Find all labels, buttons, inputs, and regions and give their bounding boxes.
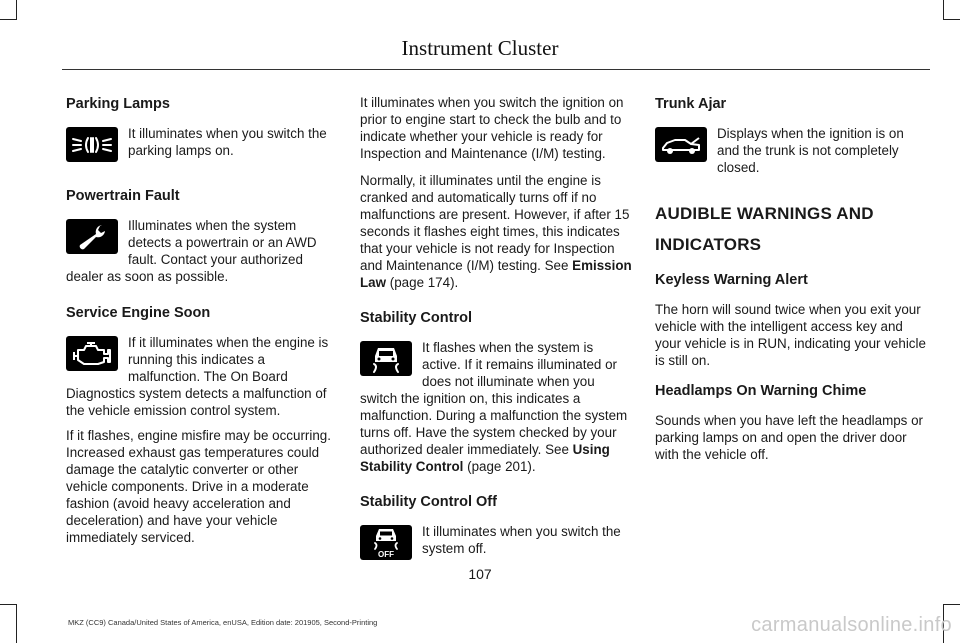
heading-service-engine-soon: Service Engine Soon — [66, 305, 211, 321]
entry-service-engine-soon — [66, 334, 338, 419]
footer-edition-info: MKZ (CC9) Canada/United States of America, enUSA, Edition date: 201905, Second-Printing — [68, 618, 378, 627]
entry-stability-control-off — [360, 523, 632, 566]
crop-mark — [944, 19, 960, 20]
heading-trunk-ajar: Trunk Ajar — [655, 96, 727, 112]
wrench-icon — [66, 219, 118, 254]
column-2 — [360, 94, 632, 574]
service-engine-text-2: If it flashes, engine misfire may be occurring. Increased exhaust gas temperatures could damage the catalytic converter or other vehicle components. Drive in a moderate fashion (avoid heavy acceleration and deceleration) and have your vehicle immediately serviced. — [66, 428, 331, 545]
heading-keyless-warning-alert: Keyless Warning Alert — [655, 272, 808, 288]
section-heading-line-1: AUDIBLE WARNINGS AND — [655, 204, 874, 223]
headlamps-chime-text: Sounds when you have left the headlamps or parking lamps on and open the driver door with the vehicle off. — [655, 413, 923, 462]
column-3 — [655, 94, 927, 473]
check-engine-icon — [66, 336, 118, 371]
normally-text: Normally, it illuminates until the engine is cranked and automatically turns off if no malfunctions are present. However, if after 15 seconds it flashes eight times, this indicates that your vehicle is not ready for Inspection and Maintenance (I/M) testing. See — [360, 173, 630, 273]
emission-law-link[interactable]: Emission Law — [360, 258, 632, 290]
heading-powertrain-fault: Powertrain Fault — [66, 188, 180, 204]
section-heading-audible-warnings — [655, 198, 927, 260]
header-divider — [62, 69, 930, 70]
parking-lamps-icon — [66, 127, 118, 162]
heading-parking-lamps: Parking Lamps — [66, 96, 170, 112]
page-title: Instrument Cluster — [401, 36, 559, 60]
crop-mark — [944, 604, 960, 605]
column-1 — [66, 94, 338, 556]
powertrain-fault-text: Illuminates when the system detects a powertrain or an AWD fault. Contact your authorized dealer as soon as possible. — [66, 218, 317, 284]
watermark: carmanualsonline.info — [751, 614, 952, 636]
page-number: 107 — [468, 566, 492, 582]
stability-control-off-icon — [360, 525, 412, 560]
crop-mark — [0, 19, 16, 20]
crop-mark — [16, 604, 17, 643]
off-label: OFF — [378, 549, 394, 559]
entry-stability-control — [360, 339, 632, 475]
check-bulb-paragraph: It illuminates when you switch the ignition on prior to engine start to check the bulb and to indicate whether your vehicle is ready for Inspection and Maintenance (I/M) testing. — [360, 95, 624, 161]
using-stability-control-link[interactable]: Using Stability Control — [360, 442, 610, 474]
using-stability-control-page: (page 201). — [463, 459, 536, 474]
heading-headlamps-on-chime: Headlamps On Warning Chime — [655, 383, 867, 399]
parking-lamps-text: It illuminates when you switch the parking lamps on. — [128, 126, 327, 158]
keyless-warning-text: The horn will sound twice when you exit your vehicle with the intelligent access key and your vehicle is in RUN, indicating your vehicle is still on. — [655, 302, 926, 368]
stability-control-text: It flashes when the system is active. If it remains illuminated or does not illuminate when you switch the ignition on, this indicates a malfunction. During a malfunction the system turns off. Have the system checked by your authorized dealer immediately. See — [360, 340, 628, 457]
stability-control-icon — [360, 341, 412, 376]
heading-stability-control-off: Stability Control Off — [360, 494, 497, 510]
crop-mark — [16, 0, 17, 20]
trunk-ajar-text: Displays when the ignition is on and the trunk is not completely closed. — [717, 126, 904, 175]
normally-paragraph — [360, 172, 632, 291]
entry-parking-lamps — [66, 125, 338, 168]
section-heading-line-2: INDICATORS — [655, 235, 762, 254]
heading-stability-control: Stability Control — [360, 310, 472, 326]
service-engine-text: If it illuminates when the engine is running this indicates a malfunction. The On Board Diagnostics system detects a malfunction of the vehicle emission control system. — [66, 335, 329, 418]
trunk-ajar-icon — [655, 127, 707, 162]
crop-mark — [0, 604, 16, 605]
crop-mark — [943, 0, 944, 20]
entry-trunk-ajar — [655, 125, 927, 176]
emission-law-page: (page 174). — [386, 275, 459, 290]
entry-powertrain-fault — [66, 217, 338, 285]
stability-control-off-text: It illuminates when you switch the system off. — [422, 524, 621, 556]
